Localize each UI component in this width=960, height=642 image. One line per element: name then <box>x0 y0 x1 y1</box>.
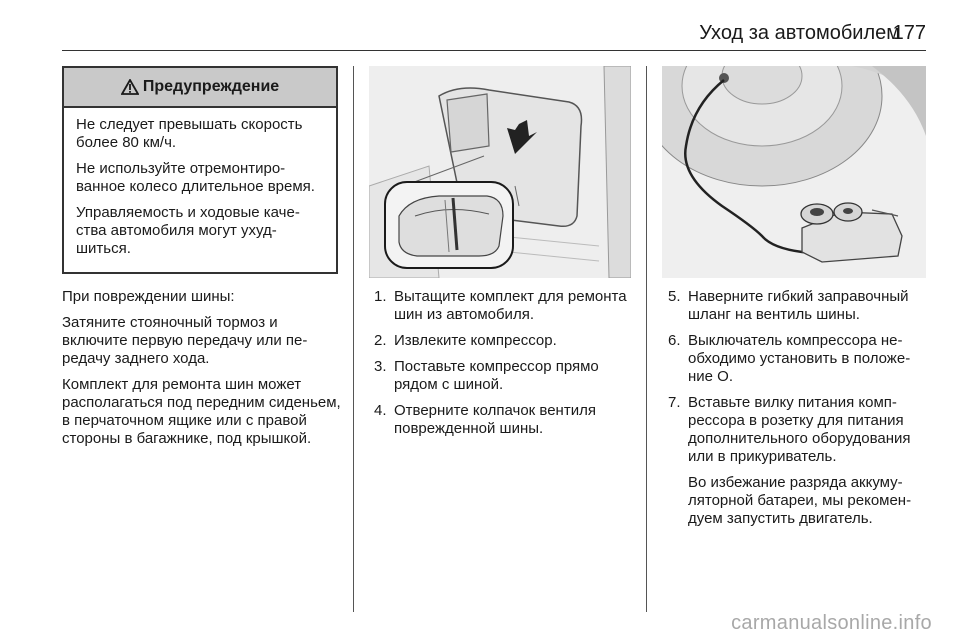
step-number: 5. <box>668 288 681 305</box>
warning-body <box>64 108 336 258</box>
list-item <box>668 288 930 324</box>
list-item <box>374 332 636 350</box>
text-paragraph: При повреждении шины: <box>62 288 235 305</box>
warning-box <box>62 66 338 274</box>
step-number: 6. <box>668 332 681 349</box>
step-number: 7. <box>668 394 681 411</box>
steps-list-middle <box>374 288 636 446</box>
step-text: Вставьте вилку питания компрессора в розетку для питания дополнительного оборудования или в прикуриватель. <box>688 394 911 465</box>
column-divider-right <box>646 66 647 612</box>
warning-triangle-icon <box>121 79 139 95</box>
warning-paragraph: Управляемость и ходовые качества автомобиля могут ухудшиться. <box>76 204 300 257</box>
step-number: 1. <box>374 288 387 305</box>
step-text: Выключатель компрессора необходимо установить в положение O. <box>688 332 911 385</box>
warning-paragraph: Не следует превышать скорость более 80 км/ч. <box>76 116 303 151</box>
column-divider-left <box>353 66 354 612</box>
step-text: Отверните колпачок вентиля поврежденной шины. <box>394 402 596 437</box>
list-item <box>374 358 636 394</box>
left-body-text <box>62 288 342 456</box>
text-paragraph: Затяните стояночный тормоз и включите первую передачу или передачу заднего хода. <box>62 314 308 367</box>
step-text: Наверните гибкий заправочный шланг на вентиль шины. <box>688 288 909 323</box>
trunk-compartment-illustration <box>369 66 631 278</box>
list-item <box>668 394 930 528</box>
list-item <box>668 332 930 386</box>
list-item <box>374 288 636 324</box>
steps-list-right <box>668 288 930 536</box>
step-number: 3. <box>374 358 387 375</box>
step-text: Извлеките компрессор. <box>394 332 557 349</box>
page-number: 177 <box>892 22 926 44</box>
step-number: 2. <box>374 332 387 349</box>
step-note: Во избежание разряда аккумуляторной батареи, мы рекомендуем запустить двигатель. <box>688 474 912 527</box>
header-rule <box>62 50 926 51</box>
header-title: Уход за автомобилем <box>699 22 900 44</box>
compressor-drawing <box>662 66 926 278</box>
text-paragraph: Комплект для ремонта шин может располагаться под передним сиденьем, в перчаточном ящике или с правой стороны в багажнике, под крышкой. <box>62 376 341 447</box>
compressor-wheel-illustration <box>662 66 926 278</box>
step-number: 4. <box>374 402 387 419</box>
warning-paragraph: Не используйте отремонтированное колесо длительное время. <box>76 160 315 195</box>
step-text: Поставьте компрессор прямо рядом с шиной. <box>394 358 599 393</box>
warning-title: Предупреждение <box>142 78 280 95</box>
watermark: carmanualsonline.info <box>731 612 932 634</box>
trunk-drawing <box>369 66 631 278</box>
warning-header <box>64 68 336 108</box>
step-text: Вытащите комплект для ремонта шин из автомобиля. <box>394 288 627 323</box>
list-item <box>374 402 636 438</box>
